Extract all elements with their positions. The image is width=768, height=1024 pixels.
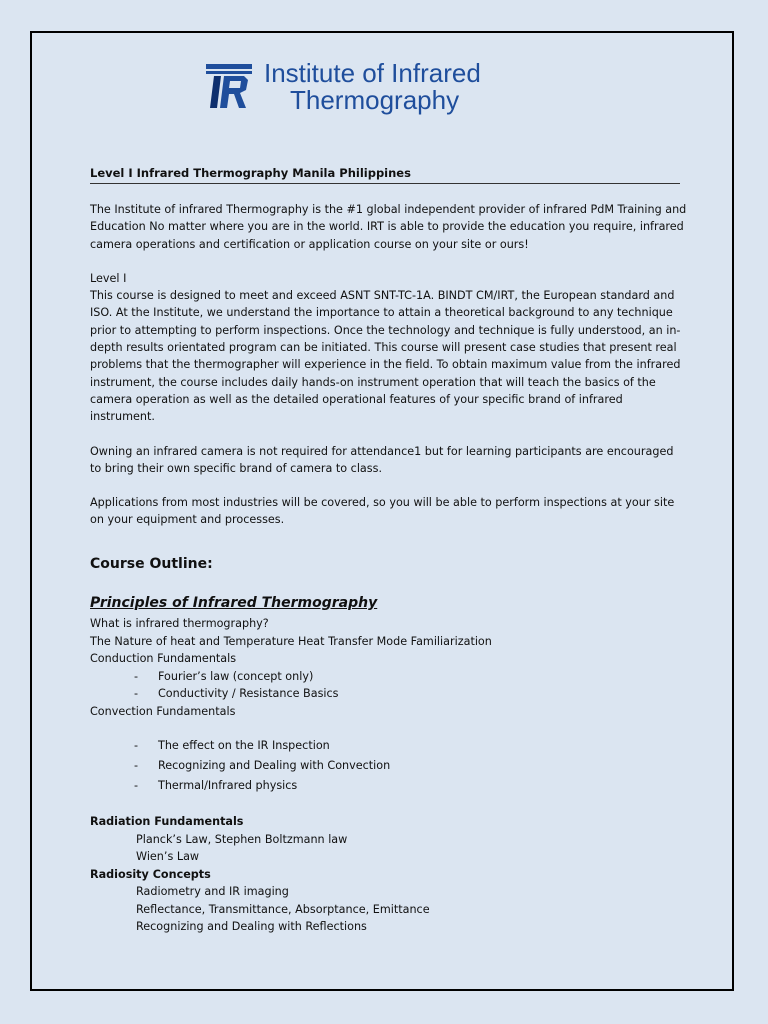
body-text bbox=[90, 201, 688, 546]
level-title: Level I bbox=[90, 271, 127, 285]
outline-nature: The Nature of heat and Temperature Heat Transfer Mode Familiarization bbox=[90, 634, 492, 648]
spacer bbox=[90, 720, 690, 736]
list-item bbox=[90, 668, 690, 686]
level-paragraph: This course is designed to meet and exceed ASNT SNT-TC-1A. BINDT CM/IRT, the European standard and ISO. At the Institute, we understand the importance to attain a theoretical background to any technique prior to attempting to perform inspections. Once the technology and technique is fully understood, an in-depth results orientated program can be initiated. This course will present case studies that present real problems that the thermographer will experience in the field. To obtain maximum value from the infrared instrument, the course includes daily hands-on instrument operation that will teach the basics of the camera operation as well as the detailed operational features of your specific brand of infrared instrument. bbox=[90, 289, 681, 424]
outline-what-is: What is infrared thermography? bbox=[90, 617, 269, 630]
list-item-text: Fourier’s law (concept only) bbox=[158, 669, 314, 683]
outline-conduction: Conduction Fundamentals bbox=[90, 652, 237, 665]
list-item: Recognizing and Dealing with Reflections bbox=[136, 920, 367, 933]
intro-paragraph: The Institute of infrared Thermography is the #1 global independent provider of infrared PdM Training and Education No matter where you are in the world. IRT is able to provide the education you require, infrared camera operations and certification or application course on your site or ours! bbox=[90, 203, 687, 251]
dash-bullet: - bbox=[134, 739, 139, 752]
logo-line-1: Institute of Infrared bbox=[264, 58, 481, 88]
dash-bullet: - bbox=[134, 759, 139, 772]
list-item-text: The effect on the IR Inspection bbox=[158, 739, 330, 752]
list-item: Radiometry and IR imaging bbox=[136, 885, 289, 898]
spacer bbox=[90, 796, 690, 813]
dash-bullet: - bbox=[134, 669, 139, 683]
list-item: Reflectance, Transmittance, Absorptance, Emittance bbox=[136, 902, 430, 916]
irt-logo-mark-icon bbox=[204, 60, 254, 108]
principles-heading: Principles of Infrared Thermography bbox=[90, 595, 378, 611]
owning-paragraph: Owning an infrared camera is not required for attendance1 but for learning participants are encouraged to bring their own specific brand of camera to class. bbox=[90, 444, 674, 475]
level-section bbox=[90, 270, 688, 426]
list-item bbox=[90, 685, 690, 703]
logo-line-2: Thermography bbox=[290, 85, 460, 115]
list-item-text: Thermal/Infrared physics bbox=[158, 779, 298, 792]
list-item bbox=[90, 736, 690, 756]
list-item: Wien’s Law bbox=[136, 850, 200, 863]
list-item: Planck’s Law, Stephen Boltzmann law bbox=[136, 832, 348, 846]
outline-radiosity: Radiosity Concepts bbox=[90, 867, 211, 881]
list-item bbox=[90, 776, 690, 796]
heading-divider bbox=[90, 183, 680, 184]
logo-text bbox=[264, 60, 481, 114]
dash-bullet: - bbox=[134, 779, 139, 792]
course-outline-heading: Course Outline: bbox=[90, 556, 213, 572]
outline-convection: Convection Fundamentals bbox=[90, 704, 236, 718]
list-item-text: Recognizing and Dealing with Convection bbox=[158, 759, 391, 772]
institute-logo bbox=[204, 58, 504, 115]
course-outline-list bbox=[90, 615, 690, 936]
list-item bbox=[90, 756, 690, 776]
applications-paragraph: Applications from most industries will be covered, so you will be able to perform inspections at your site on your equipment and processes. bbox=[90, 496, 675, 527]
outline-radiation: Radiation Fundamentals bbox=[90, 815, 244, 828]
list-item-text: Conductivity / Resistance Basics bbox=[158, 687, 339, 700]
dash-bullet: - bbox=[134, 687, 139, 700]
page-heading: Level I Infrared Thermography Manila Philippines bbox=[90, 166, 411, 180]
